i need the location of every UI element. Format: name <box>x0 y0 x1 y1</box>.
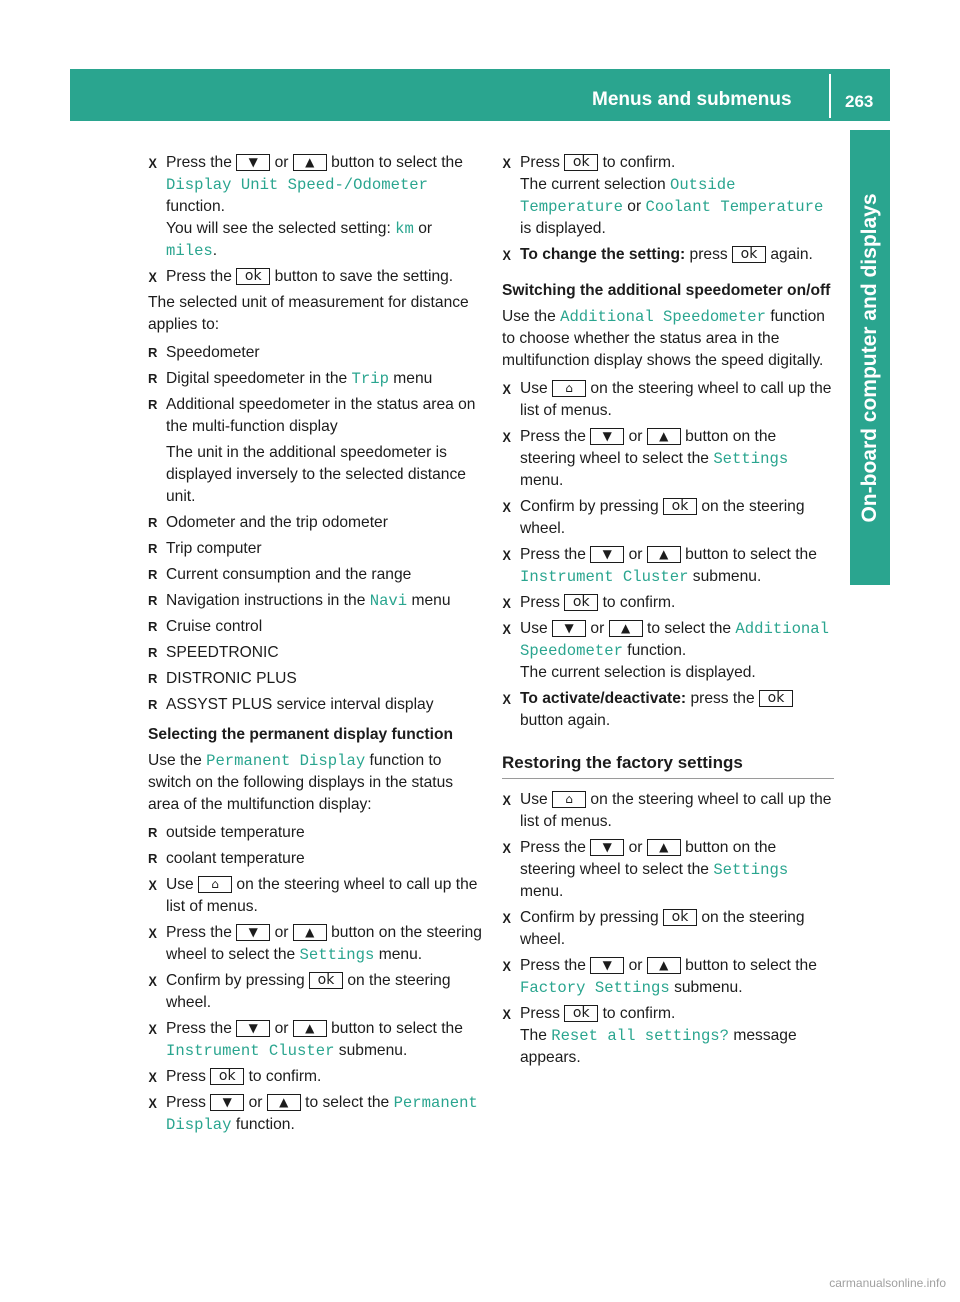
up-arrow-key-icon: ▲ <box>647 957 681 974</box>
list-item: R Navigation instructions in the Navi menu <box>148 590 486 612</box>
down-arrow-key-icon: ▼ <box>236 154 270 171</box>
page-number: 263 <box>845 92 874 111</box>
ok-key-icon: ok <box>309 972 343 989</box>
down-arrow-key-icon: ▼ <box>236 924 270 941</box>
step: X Use ⌂ on the steering wheel to call up the list of menus. <box>148 874 486 918</box>
chapter-marker <box>850 531 890 585</box>
step: X Press the ▼ or ▲ button on the steering wheel to select the Settings menu. <box>502 426 834 492</box>
section-heading: Switching the additional speedometer on/off <box>502 282 831 299</box>
step: X Use ⌂ on the steering wheel to call up the list of menus. <box>502 378 834 422</box>
ok-key-icon: ok <box>564 594 598 611</box>
list-item: R Additional speedometer in the status area on the multi-function display The unit in the additional speedometer is displayed inversely to the selected distance unit. <box>148 394 486 508</box>
ok-key-icon: ok <box>663 909 697 926</box>
list-item: R Digital speedometer in the Trip menu <box>148 368 486 390</box>
step: X Press ok to confirm. <box>148 1066 486 1088</box>
step-select-display-unit: X Press the ▼ or ▲ button to select the Display Unit Speed-/Odometer function. You will see the selected setting: km or miles. <box>148 152 486 262</box>
ok-key-icon: ok <box>210 1068 244 1085</box>
up-arrow-key-icon: ▲ <box>293 154 327 171</box>
step: X Use ⌂ on the steering wheel to call up the list of menus. <box>502 789 834 833</box>
up-arrow-key-icon: ▲ <box>647 839 681 856</box>
ok-key-icon: ok <box>564 154 598 171</box>
ok-key-icon: ok <box>663 498 697 515</box>
down-arrow-key-icon: ▼ <box>590 839 624 856</box>
right-column <box>502 152 834 1073</box>
up-arrow-key-icon: ▲ <box>609 620 643 637</box>
paragraph: Use the Additional Speedometer function to choose whether the status area in the multifunction display shows the speed digitally. <box>502 308 825 369</box>
step: X Use ▼ or ▲ to select the Additional Speedometer function. The current selection is displayed. <box>502 618 834 684</box>
up-arrow-key-icon: ▲ <box>293 924 327 941</box>
step: X Confirm by pressing ok on the steering wheel. <box>148 970 486 1014</box>
down-arrow-key-icon: ▼ <box>236 1020 270 1037</box>
step-save-setting: X Press the ok button to save the setting. <box>148 266 486 288</box>
up-arrow-key-icon: ▲ <box>267 1094 301 1111</box>
list-item: R outside temperature <box>148 822 486 844</box>
chapter-title: On-board computer and displays <box>858 193 881 523</box>
home-key-icon: ⌂ <box>552 380 586 397</box>
setting-km: km <box>395 220 414 238</box>
list-item: R Current consumption and the range <box>148 564 486 586</box>
step: X Press ok to confirm. The current selection Outside Temperature or Coolant Temperature is displayed. <box>502 152 834 240</box>
ok-key-icon: ok <box>732 246 766 263</box>
paragraph: The selected unit of measurement for distance applies to: <box>148 294 469 333</box>
step: X Confirm by pressing ok on the steering wheel. <box>502 496 834 540</box>
up-arrow-key-icon: ▲ <box>647 546 681 563</box>
list-item: R Odometer and the trip odometer <box>148 512 486 534</box>
header-divider <box>829 74 831 118</box>
watermark: carmanualsonline.info <box>829 1276 946 1290</box>
step: X Confirm by pressing ok on the steering wheel. <box>502 907 834 951</box>
paragraph: Use the Permanent Display function to switch on the following displays in the status area of the multifunction display: <box>148 752 454 813</box>
home-key-icon: ⌂ <box>198 876 232 893</box>
down-arrow-key-icon: ▼ <box>590 428 624 445</box>
down-arrow-key-icon: ▼ <box>590 546 624 563</box>
step: X To activate/deactivate: press the ok button again. <box>502 688 834 732</box>
menu-name: Display Unit Speed-/Odometer <box>166 176 429 194</box>
step: X Press ok to confirm. The Reset all settings? message appears. <box>502 1003 834 1069</box>
step: X Press the ▼ or ▲ button to select the Factory Settings submenu. <box>502 955 834 999</box>
up-arrow-key-icon: ▲ <box>647 428 681 445</box>
step: X Press the ▼ or ▲ button on the steering wheel to select the Settings menu. <box>148 922 486 966</box>
list-item: R DISTRONIC PLUS <box>148 668 486 690</box>
left-column <box>148 152 486 1140</box>
page-section-title: Menus and submenus <box>592 89 792 110</box>
list-item: R Cruise control <box>148 616 486 638</box>
step: X Press ▼ or ▲ to select the Permanent Display function. <box>148 1092 486 1136</box>
ok-key-icon: ok <box>759 690 793 707</box>
step: X Press the ▼ or ▲ button to select the Instrument Cluster submenu. <box>148 1018 486 1062</box>
list-item: R ASSYST PLUS service interval display <box>148 694 486 716</box>
list-item: R coolant temperature <box>148 848 486 870</box>
setting-miles: miles <box>166 242 213 260</box>
list-item: R Trip computer <box>148 538 486 560</box>
home-key-icon: ⌂ <box>552 791 586 808</box>
step: X Press ok to confirm. <box>502 592 834 614</box>
list-item: R SPEEDTRONIC <box>148 642 486 664</box>
up-arrow-key-icon: ▲ <box>293 1020 327 1037</box>
section-heading: Selecting the permanent display function <box>148 726 453 743</box>
ok-key-icon: ok <box>236 268 270 285</box>
step: X To change the setting: press ok again. <box>502 244 834 266</box>
ok-key-icon: ok <box>564 1005 598 1022</box>
step: X Press the ▼ or ▲ button to select the Instrument Cluster submenu. <box>502 544 834 588</box>
section-title: Restoring the factory settings <box>502 752 834 779</box>
down-arrow-key-icon: ▼ <box>590 957 624 974</box>
down-arrow-key-icon: ▼ <box>210 1094 244 1111</box>
list-item: R Speedometer <box>148 342 486 364</box>
down-arrow-key-icon: ▼ <box>552 620 586 637</box>
step: X Press the ▼ or ▲ button on the steering wheel to select the Settings menu. <box>502 837 834 903</box>
